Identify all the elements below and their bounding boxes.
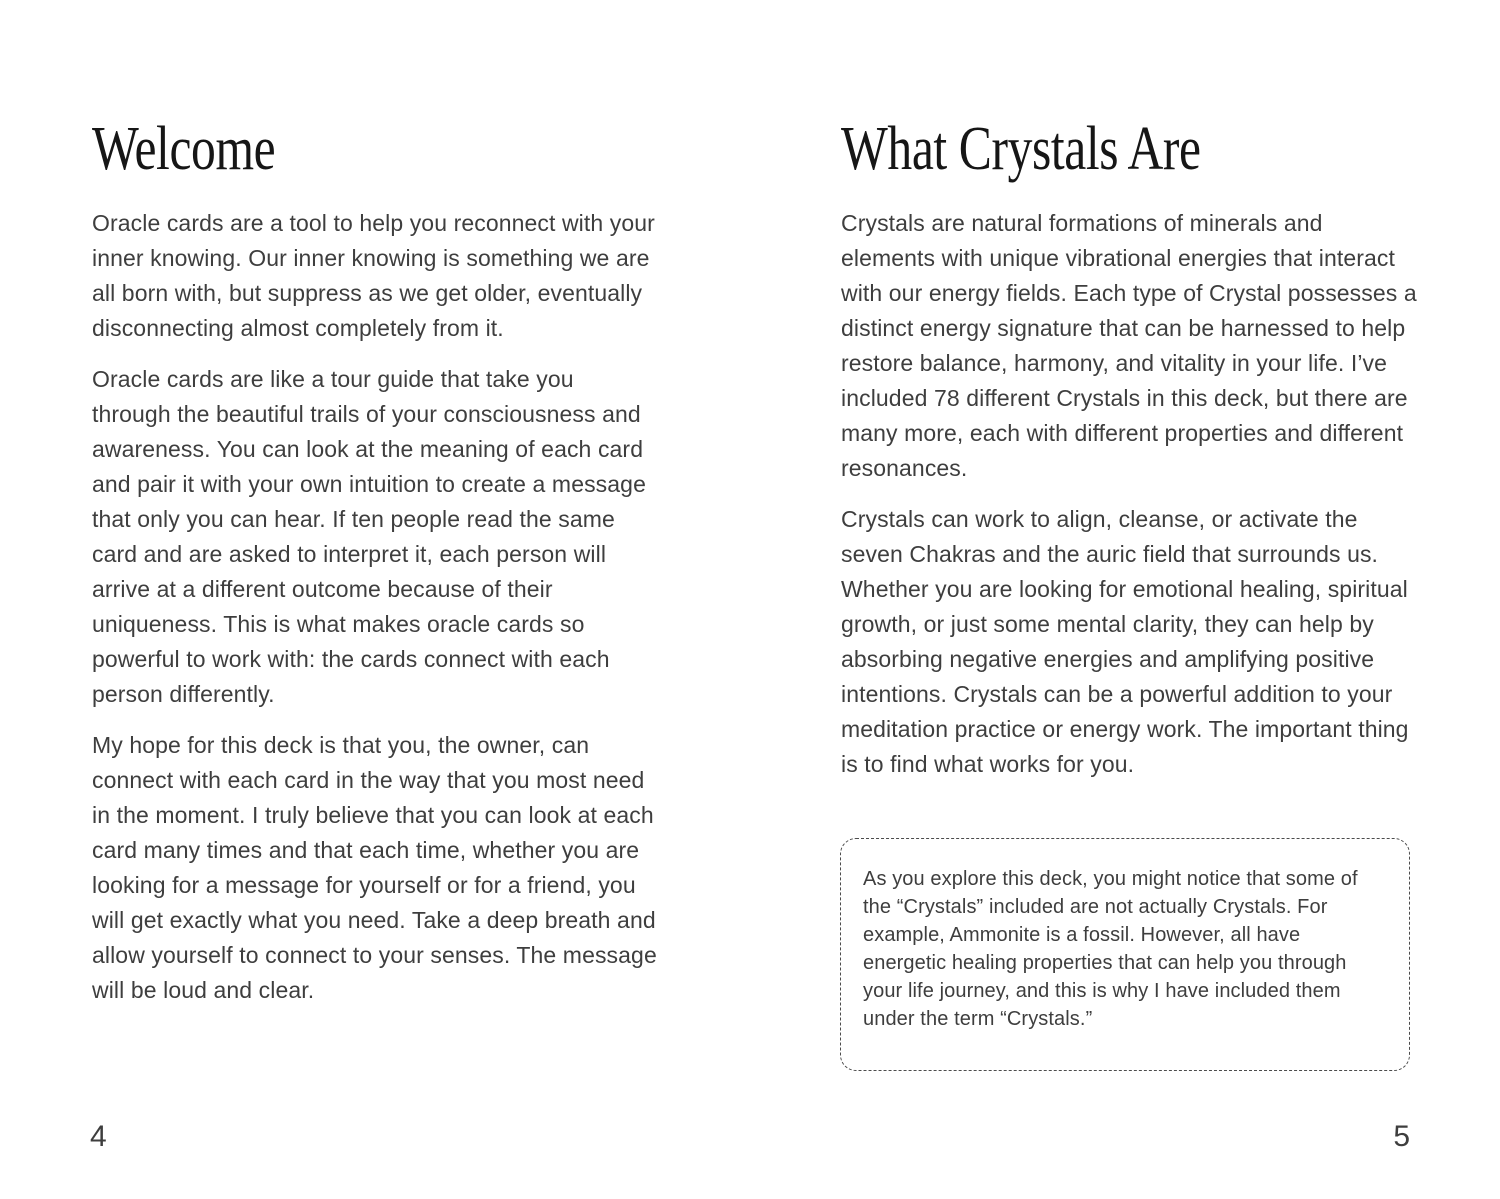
note-text: As you explore this deck, you might notice that some of the “Crystals” included are not actually Crystals. For example, Ammonite is a fossil. However, all have energetic healing properties that can help you through your life journey, and this is why I have included them under the term “Crystals.” <box>863 868 1358 1030</box>
paragraph: My hope for this deck is that you, the owner, can connect with each card in the way that you most need in the moment. I truly believe that you can look at each card many times and that each time, whether you are looking for a message for yourself or for a friend, you will get exactly what you need. Take a deep breath and allow yourself to connect to your senses. The message will be loud and clear. <box>92 732 657 1003</box>
paragraph: Oracle cards are like a tour guide that take you through the beautiful trails of your consciousness and awareness. You can look at the meaning of each card and pair it with your own intuition to create a message that only you can hear. If ten people read the same card and are asked to interpret it, each person will arrive at a different outcome because of their uniqueness. This is what makes oracle cards so powerful to work with: the cards connect with each person differently. <box>92 366 646 707</box>
paragraph: Crystals can work to align, cleanse, or activate the seven Chakras and the auric field that surrounds us. Whether you are looking for emotional healing, spiritual growth, or just some mental clarity, they can help by absorbing negative energies and amplifying positive intentions. Crystals can be a powerful addition to your meditation practice or energy work. The important thing is to find what works for you. <box>841 506 1409 777</box>
page-right <box>841 115 1419 782</box>
paragraph: Crystals are natural formations of minerals and elements with unique vibrational energies that interact with our energy fields. Each type of Crystal possesses a distinct energy signature that can be harnessed to help restore balance, harmony, and vitality in your life. I’ve included 78 different Crystals in this deck, but there are many more, each with different properties and different resonances. <box>841 210 1417 481</box>
page-title-welcome: Welcome <box>92 115 276 183</box>
page-title-what-crystals-are: What Crystals Are <box>841 115 1201 183</box>
paragraph: Oracle cards are a tool to help you reconnect with your inner knowing. Our inner knowing is something we are all born with, but suppress as we get older, eventually disconnecting almost completely from it. <box>92 210 655 341</box>
page-left <box>92 115 658 1008</box>
page-number-left: 4 <box>90 1120 107 1153</box>
page-number-right: 5 <box>1393 1120 1410 1153</box>
note-box <box>840 838 1410 1071</box>
